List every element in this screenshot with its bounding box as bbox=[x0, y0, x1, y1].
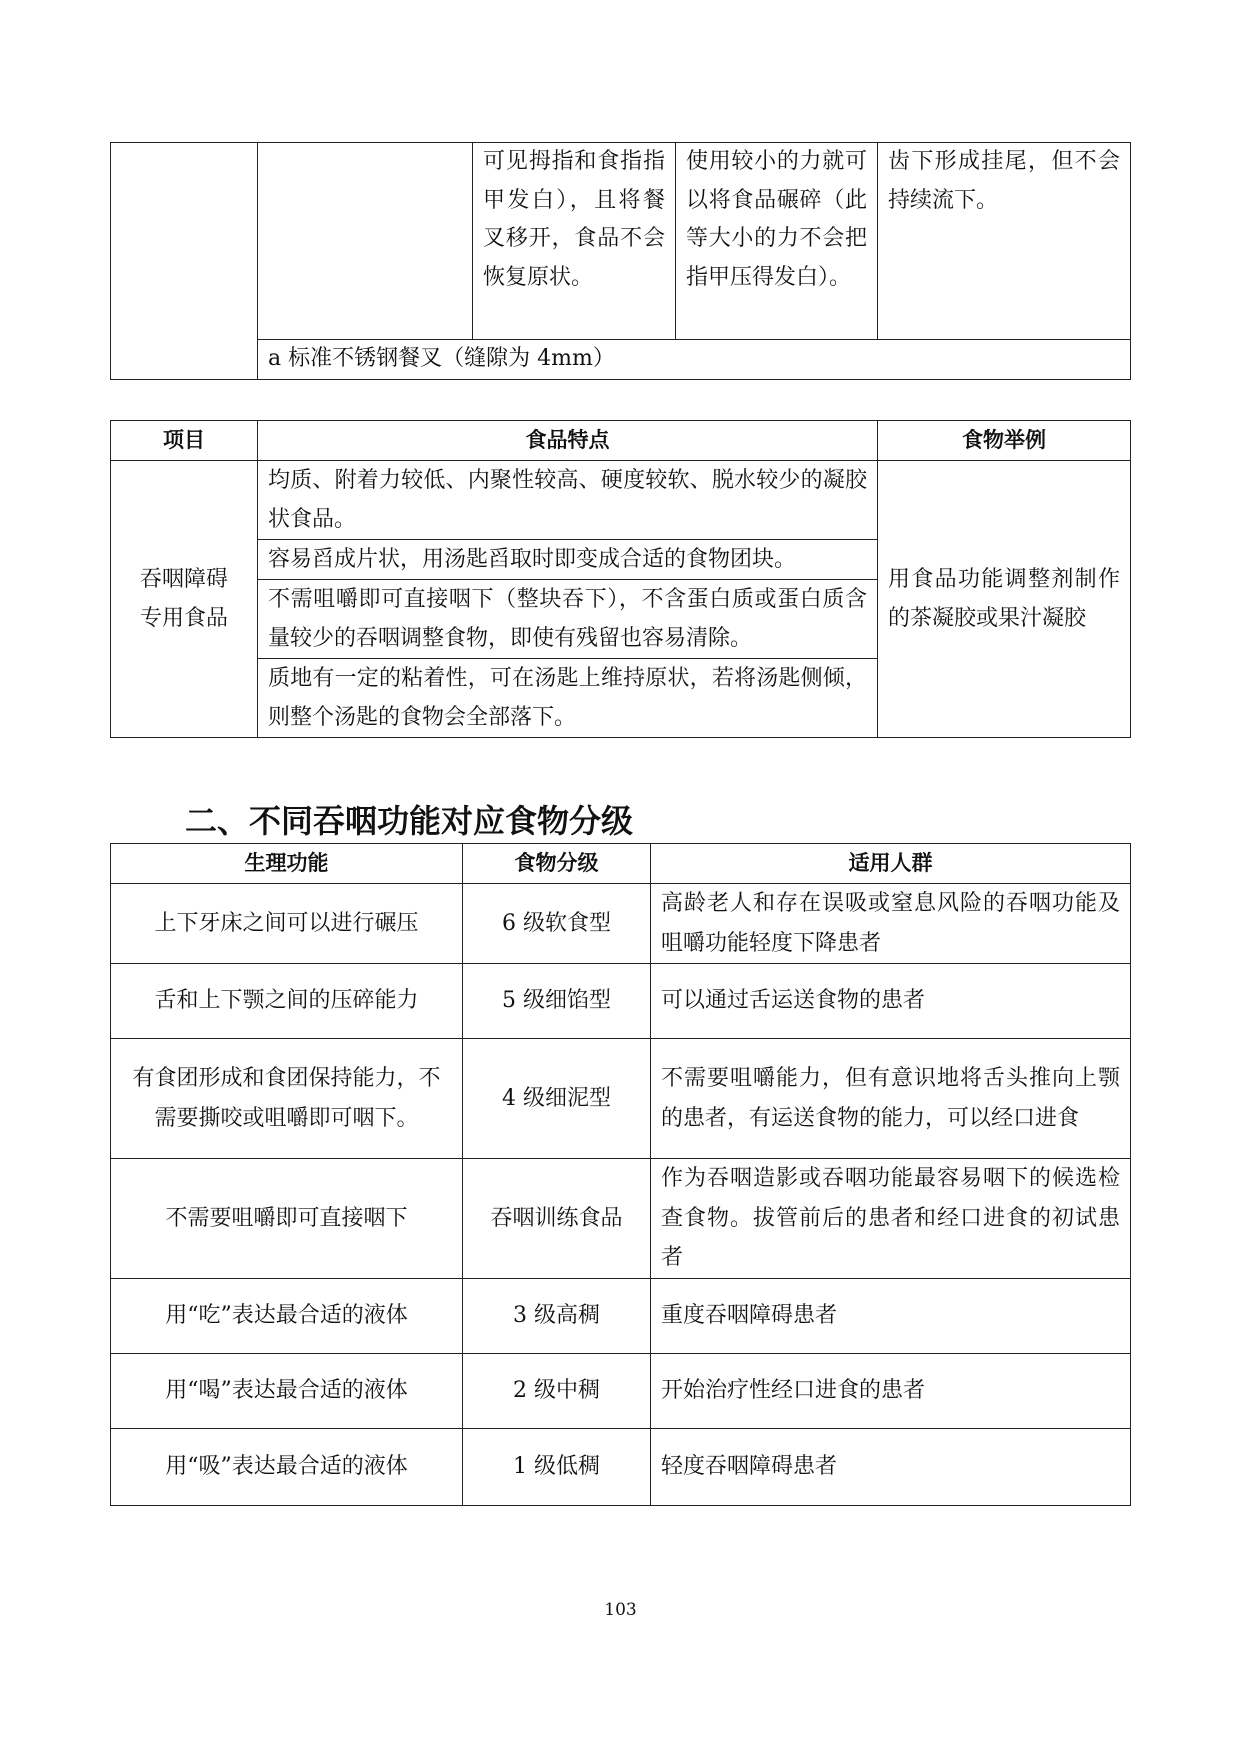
footnote: a 标准不锈钢餐叉（缝隙为 4mm） bbox=[258, 340, 1131, 380]
column-header: 食物举例 bbox=[878, 421, 1131, 461]
table-row bbox=[111, 1279, 1131, 1354]
people-cell: 作为吞咽造影或吞咽功能最容易咽下的候选检查食物。拔管前后的患者和经口进食的初试患者 bbox=[651, 1159, 1131, 1279]
function-cell: 用“吸”表达最合适的液体 bbox=[111, 1429, 463, 1506]
level-cell: 5 级细馅型 bbox=[463, 964, 651, 1039]
level-cell: 3 级高稠 bbox=[463, 1279, 651, 1354]
level-cell: 6 级软食型 bbox=[463, 884, 651, 964]
table-row bbox=[111, 1159, 1131, 1279]
level-cell: 1 级低稠 bbox=[463, 1429, 651, 1506]
people-cell: 可以通过舌运送食物的患者 bbox=[651, 964, 1131, 1039]
function-cell: 舌和上下颚之间的压碎能力 bbox=[111, 964, 463, 1039]
people-cell: 开始治疗性经口进食的患者 bbox=[651, 1354, 1131, 1429]
section-title: 二、不同吞咽功能对应食物分级 bbox=[185, 802, 634, 840]
food-features-table bbox=[110, 420, 1131, 738]
column-header: 食物分级 bbox=[463, 844, 651, 884]
column-header: 食品特点 bbox=[258, 421, 878, 461]
column-header: 适用人群 bbox=[651, 844, 1131, 884]
pressure-cell: 使用较小的力就可以将食品碾碎（此等大小的力不会把指甲压得发白）。 bbox=[676, 143, 878, 340]
texture-cell: 可见拇指和食指指甲发白），且将餐叉移开，食品不会恢复原状。 bbox=[473, 143, 676, 340]
feature-cell: 不需咀嚼即可直接咽下（整块吞下），不含蛋白质或蛋白质含量较少的吞咽调整食物，即使有残留也容易清除。 bbox=[258, 580, 878, 659]
table-row bbox=[111, 461, 1131, 540]
function-cell: 上下牙床之间可以进行碾压 bbox=[111, 884, 463, 964]
people-cell: 重度吞咽障碍患者 bbox=[651, 1279, 1131, 1354]
example-cell: 用食品功能调整剂制作的茶凝胶或果汁凝胶 bbox=[878, 461, 1131, 738]
table-row bbox=[111, 340, 1131, 380]
people-cell: 轻度吞咽障碍患者 bbox=[651, 1429, 1131, 1506]
function-cell: 用“吃”表达最合适的液体 bbox=[111, 1279, 463, 1354]
function-cell: 不需要咀嚼即可直接咽下 bbox=[111, 1159, 463, 1279]
empty-cell bbox=[111, 143, 258, 380]
feature-cell: 容易舀成片状，用汤匙舀取时即变成合适的食物团块。 bbox=[258, 540, 878, 580]
level-cell: 4 级细泥型 bbox=[463, 1039, 651, 1159]
column-header: 项目 bbox=[111, 421, 258, 461]
table-row bbox=[111, 1354, 1131, 1429]
continuation-table bbox=[110, 142, 1131, 380]
level-cell: 吞咽训练食品 bbox=[463, 1159, 651, 1279]
table-header-row bbox=[111, 844, 1131, 884]
category-cell: 吞咽障碍专用食品 bbox=[111, 461, 258, 738]
table-row bbox=[111, 964, 1131, 1039]
feature-cell: 质地有一定的粘着性，可在汤匙上维持原状，若将汤匙侧倾，则整个汤匙的食物会全部落下。 bbox=[258, 659, 878, 738]
feature-cell: 均质、附着力较低、内聚性较高、硬度较软、脱水较少的凝胶状食品。 bbox=[258, 461, 878, 540]
table-row bbox=[111, 1039, 1131, 1159]
function-cell: 用“喝”表达最合适的液体 bbox=[111, 1354, 463, 1429]
people-cell: 不需要咀嚼能力，但有意识地将舌头推向上颚的患者，有运送食物的能力，可以经口进食 bbox=[651, 1039, 1131, 1159]
table-row bbox=[111, 143, 1131, 340]
people-cell: 高龄老人和存在误吸或窒息风险的吞咽功能及咀嚼功能轻度下降患者 bbox=[651, 884, 1131, 964]
swallow-level-table bbox=[110, 843, 1131, 1506]
empty-cell bbox=[258, 143, 473, 340]
column-header: 生理功能 bbox=[111, 844, 463, 884]
function-cell: 有食团形成和食团保持能力，不需要撕咬或咀嚼即可咽下。 bbox=[111, 1039, 463, 1159]
table-row bbox=[111, 884, 1131, 964]
table-header-row bbox=[111, 421, 1131, 461]
table-row bbox=[111, 1429, 1131, 1506]
level-cell: 2 级中稠 bbox=[463, 1354, 651, 1429]
flow-cell: 齿下形成挂尾，但不会持续流下。 bbox=[878, 143, 1131, 340]
page-number: 103 bbox=[604, 1600, 637, 1620]
